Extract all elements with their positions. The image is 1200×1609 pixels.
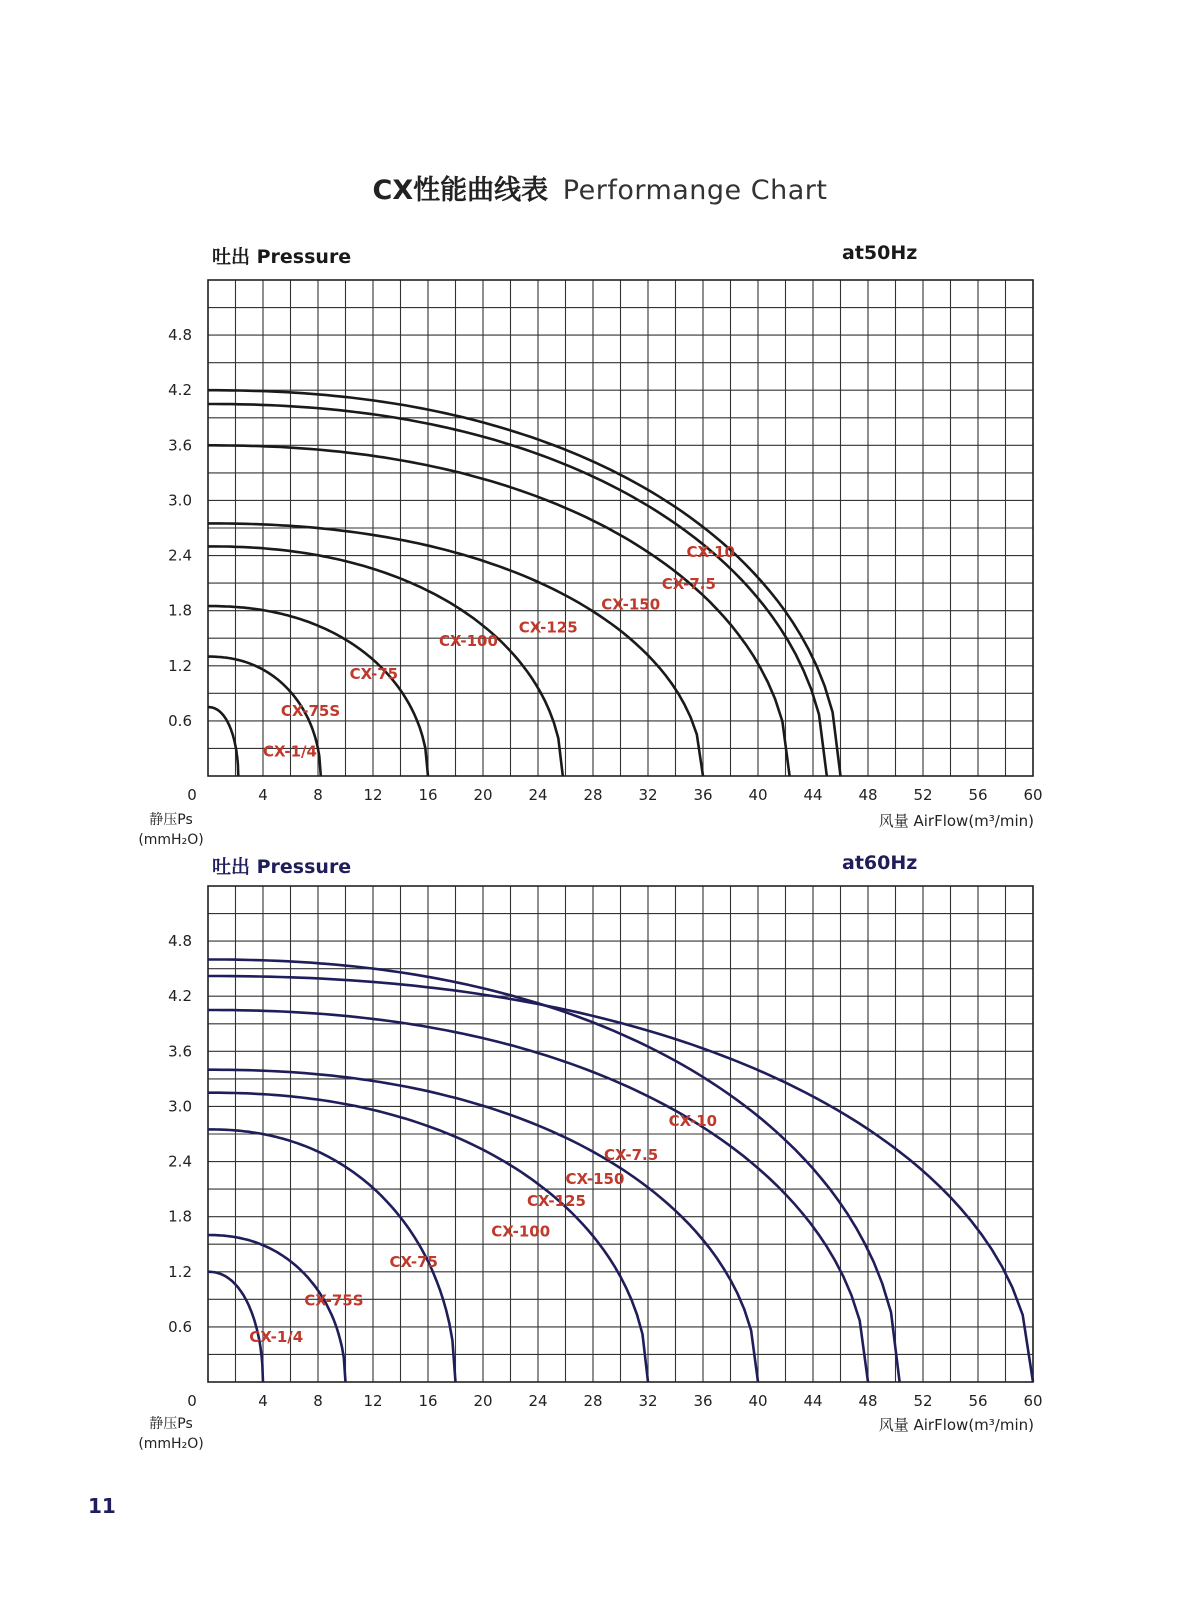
- y-tick-label: 0.6: [168, 1317, 192, 1336]
- x-tick-label: 24: [528, 1392, 548, 1410]
- series-label: CX-150: [601, 595, 661, 614]
- y-tick-label: 2.4: [168, 546, 192, 565]
- y-tick-label: 3.6: [168, 1042, 192, 1061]
- series-label: CX-7.5: [604, 1146, 659, 1165]
- x-tick-label: 56: [968, 1392, 988, 1410]
- x-tick-label: 16: [418, 786, 438, 804]
- performance-chart-50hz: [0, 230, 1200, 850]
- y-tick-label: 4.8: [168, 932, 192, 951]
- y-tick-label: 1.8: [168, 601, 192, 620]
- series-label: CX-100: [491, 1222, 551, 1241]
- x-tick-label: 56: [968, 786, 988, 804]
- x-tick-label: 44: [803, 786, 823, 804]
- page-title: [0, 168, 1200, 207]
- x-tick-label: 4: [258, 786, 268, 804]
- x-tick-label: 28: [583, 1392, 603, 1410]
- y-axis-label: 静压Ps: [149, 812, 193, 828]
- x-tick-label: 60: [1023, 1392, 1043, 1410]
- x-tick-label: 8: [313, 1392, 323, 1410]
- series-label: CX-75: [389, 1252, 438, 1271]
- chart-panel-60hz: [0, 836, 1200, 1456]
- y-tick-label: 3.0: [168, 1097, 192, 1116]
- y-tick-label: 2.4: [168, 1152, 192, 1171]
- x-tick-label: 32: [638, 1392, 658, 1410]
- x-tick-label: 52: [913, 786, 933, 804]
- chart-pressure-heading: 吐出 Pressure: [212, 856, 352, 878]
- series-label: CX-10: [668, 1112, 718, 1131]
- chart-frequency-label: at60Hz: [842, 852, 918, 874]
- series-label: CX-10: [686, 542, 735, 561]
- x-tick-label: 36: [693, 786, 713, 804]
- y-axis-unit: (mmH₂O): [138, 1436, 204, 1452]
- page-title-zh: CX性能曲线表: [372, 175, 549, 206]
- x-tick-label: 0: [187, 1392, 197, 1410]
- x-tick-label: 40: [748, 786, 768, 804]
- series-label: CX-125: [518, 618, 578, 637]
- x-tick-label: 60: [1023, 786, 1043, 804]
- page-title-en: Performange Chart: [562, 175, 828, 206]
- chart-pressure-heading: 吐出 Pressure: [212, 246, 352, 268]
- series-label: CX-7.5: [661, 575, 716, 594]
- y-tick-label: 4.2: [168, 987, 192, 1006]
- x-tick-label: 4: [258, 1392, 268, 1410]
- series-label: CX-75: [349, 665, 399, 684]
- x-tick-label: 16: [418, 1392, 438, 1410]
- x-tick-label: 28: [583, 786, 603, 804]
- series-label: CX-125: [527, 1192, 586, 1211]
- page-number: 11: [88, 1494, 116, 1518]
- series-label: CX-1/4: [263, 742, 317, 761]
- x-axis-title: 风量 AirFlow(m³/min): [878, 1416, 1034, 1434]
- y-tick-label: 1.2: [168, 1262, 192, 1281]
- series-label: CX-75S: [304, 1291, 364, 1310]
- y-axis-label: 静压Ps: [149, 1416, 193, 1432]
- series-curve: [208, 960, 900, 1383]
- y-tick-label: 1.8: [168, 1207, 192, 1226]
- x-tick-label: 36: [693, 1392, 713, 1410]
- series-label: CX-150: [565, 1170, 625, 1189]
- x-axis-title: 风量 AirFlow(m³/min): [878, 812, 1034, 830]
- chart-frequency-label: at50Hz: [842, 242, 918, 264]
- x-tick-label: 12: [363, 786, 383, 804]
- x-tick-label: 48: [858, 786, 878, 804]
- y-tick-label: 4.8: [168, 326, 192, 345]
- x-tick-label: 8: [313, 786, 323, 804]
- x-tick-label: 32: [638, 786, 658, 804]
- series-label: CX-100: [439, 632, 498, 651]
- y-tick-label: 1.2: [168, 656, 192, 675]
- x-tick-label: 24: [528, 786, 548, 804]
- y-axis-title: [130, 1414, 212, 1454]
- x-tick-label: 0: [187, 786, 197, 804]
- y-tick-label: 3.6: [168, 436, 192, 455]
- x-tick-label: 52: [913, 1392, 933, 1410]
- series-curve: [208, 404, 827, 776]
- series-curve: [208, 546, 563, 776]
- x-tick-label: 20: [473, 1392, 493, 1410]
- x-tick-label: 48: [858, 1392, 878, 1410]
- chart-panel-50hz: [0, 230, 1200, 850]
- x-tick-label: 40: [748, 1392, 768, 1410]
- x-tick-label: 44: [803, 1392, 823, 1410]
- x-tick-label: 20: [473, 786, 493, 804]
- y-tick-label: 4.2: [168, 381, 192, 400]
- series-label: CX-75S: [280, 701, 341, 720]
- y-axis-unit: (mmH₂O): [138, 832, 204, 848]
- x-tick-label: 12: [363, 1392, 383, 1410]
- y-tick-label: 0.6: [168, 711, 192, 730]
- performance-chart-60hz: [0, 836, 1200, 1456]
- y-tick-label: 3.0: [168, 491, 192, 510]
- series-curve: [208, 707, 238, 776]
- series-label: CX-1/4: [249, 1328, 304, 1347]
